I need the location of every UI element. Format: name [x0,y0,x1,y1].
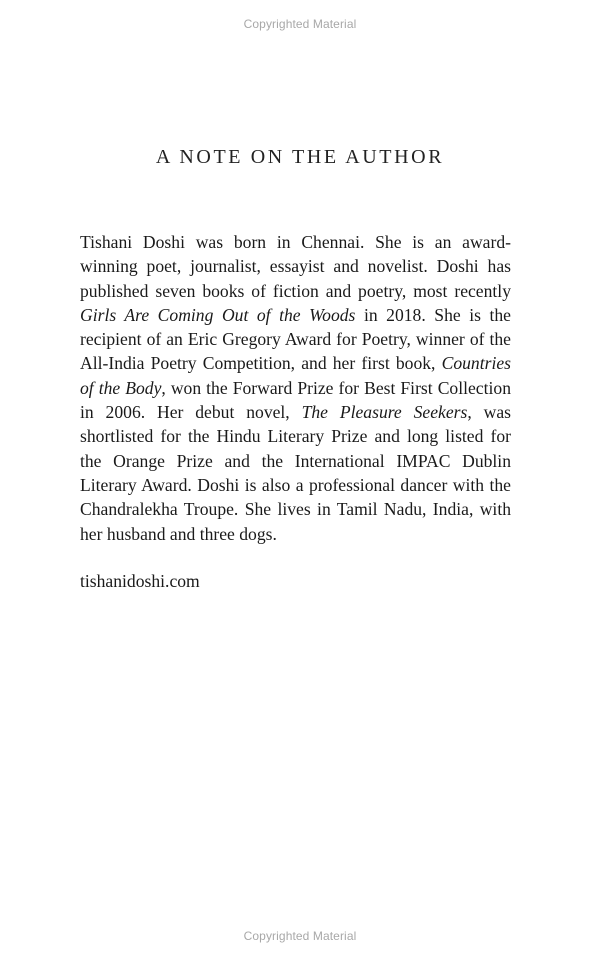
page-title: A NOTE ON THE AUTHOR [155,146,445,168]
book-title-countries-of-the-body: Countries of the Body [80,353,511,398]
book-title-girls-are-coming-out-of-the-woods: Girls Are Coming Out of the Woods [80,304,356,325]
author-bio [80,230,511,546]
copyright-watermark-bottom: Copyrighted Material [243,929,357,943]
bio-text-3: , won the Forward Prize for Best First Collection in 2006. Her debut novel, [80,377,511,423]
bio-text-1: Tishani Doshi was born in Chennai. She is an award-winning poet, journalist, essayist and novelist. Doshi has published seven books of fiction and poetry, most recently [80,232,511,301]
book-title-the-pleasure-seekers: The Pleasure Seekers [301,402,468,423]
author-website: tishanidoshi.com [80,571,200,591]
copyright-watermark-top: Copyrighted Material [243,17,357,31]
bio-text-4: , was shortlisted for the Hindu Literary Prize and long listed for the Orange Prize and the International IMPAC Dublin Literary Award. Doshi is also a professional dancer with the Chandralekha Troupe. She lives in Tamil Nadu, India, with her husband and three dogs. [80,402,511,544]
bio-text-2: in 2018. She is the recipient of an Eric Gregory Award for Poetry, winner of the All-India Poetry Competition, and her first book, [80,304,511,374]
